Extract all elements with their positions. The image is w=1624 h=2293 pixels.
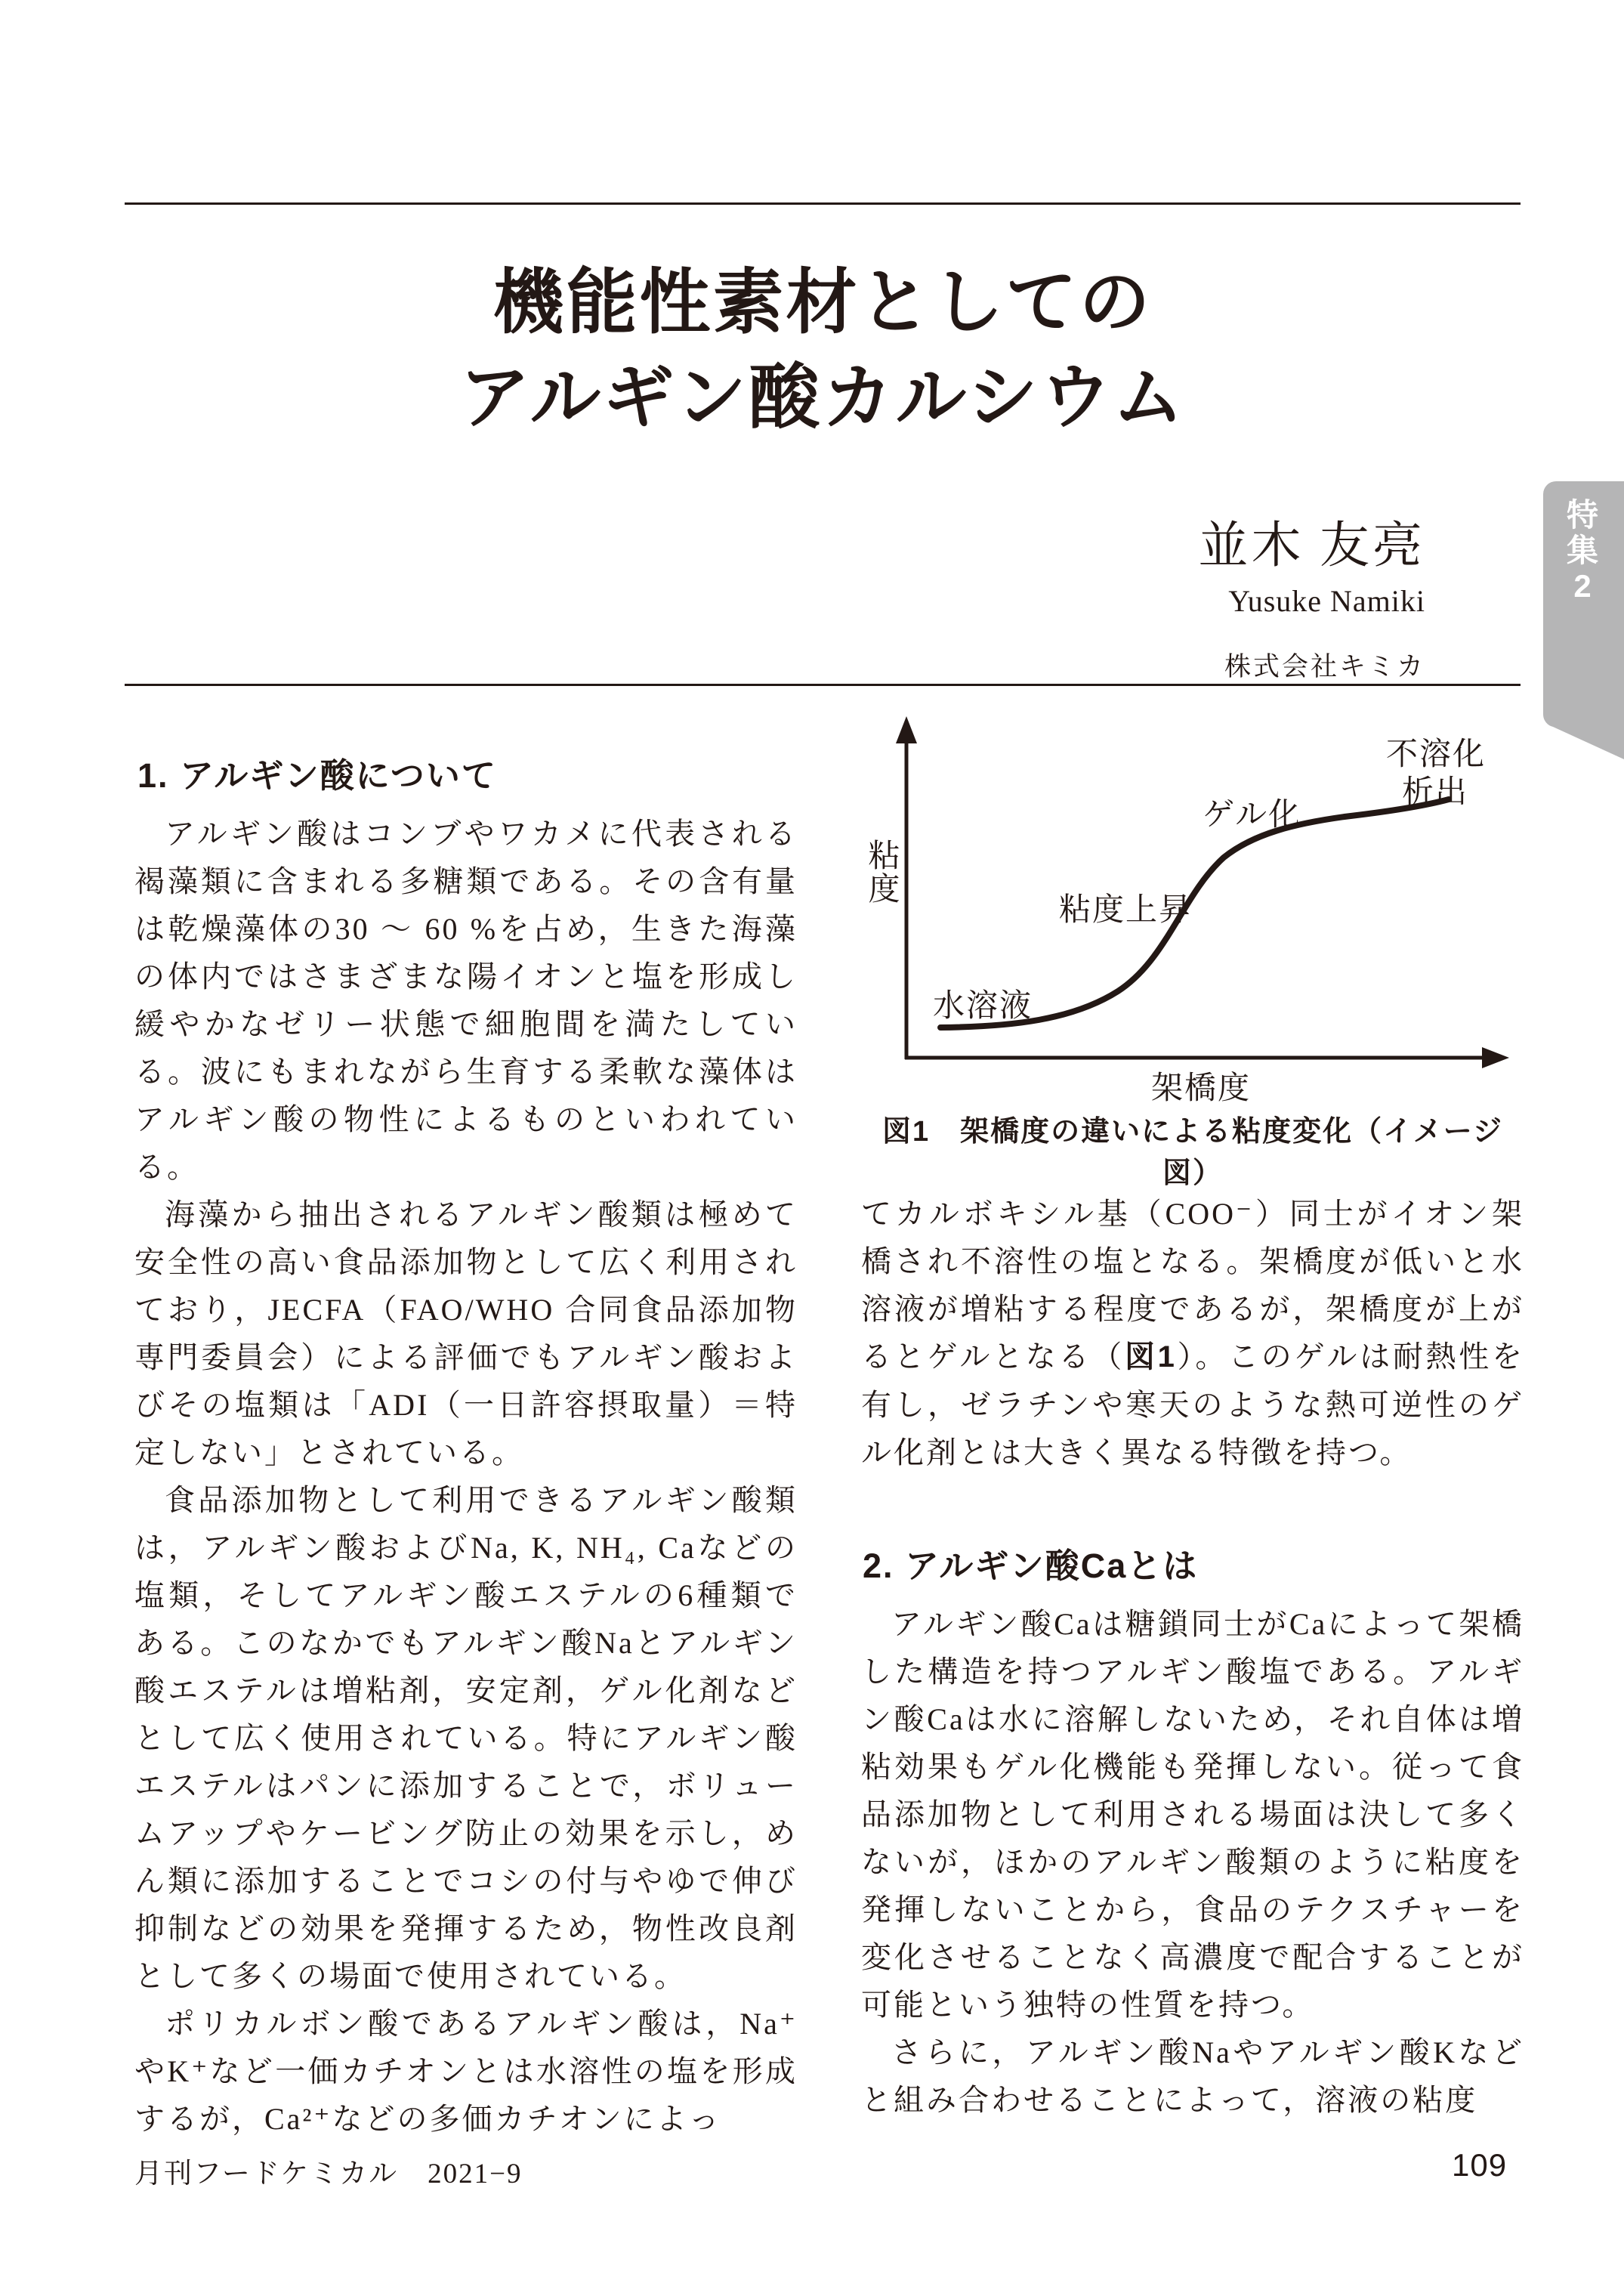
figure1-chart <box>861 710 1526 1118</box>
figure-x-axis-label: 架橋度 <box>1150 1070 1252 1105</box>
figure-label-insoluble: 不溶化 <box>1386 736 1487 771</box>
author-name: 並木 友亮 <box>1198 518 1425 573</box>
section2-heading: 2. アルギン酸Caとは <box>863 1547 1199 1585</box>
tab-char-2: 集 <box>1566 533 1598 568</box>
special-feature-tab-label <box>1543 497 1622 604</box>
paragraph <box>861 1190 1524 1476</box>
paragraph: アルギン酸はコンブやワカメに代表される褐藻類に含まれる多糖類である。その含有量は乾燥藻体の30 ～ 60 %を占め，生きた海藻の体内ではさまざまな陽イオンと塩を形成し緩やかなゼリー状態で細胞間を満たしている。波にもまれながら生育する柔軟な藻体はアルギン酸の物性によるものといわれている。 <box>134 817 798 1184</box>
right-column-body <box>861 1600 1524 2124</box>
y-axis-arrowhead-icon <box>896 716 917 743</box>
author-block <box>1199 520 1426 681</box>
article-title-line2: アルギン酸カルシウム <box>458 359 1186 437</box>
paragraph: ポリカルボン酸であるアルギン酸は，Na⁺やK⁺など一価カチオンとは水溶性の塩を形成するが，Ca²⁺などの多価カチオンによっ <box>134 2007 798 2136</box>
paragraph: アルギン酸Caは糖鎖同士がCaによって架橋した構造を持つアルギン酸塩である。アルギン酸Caは水に溶解しないため，それ自体は増粘効果もゲル化機能も発揮しない。従って食品添加物として利用される場面は決して多くないが，ほかのアルギン酸類のように粘度を発揮しないことから，食品のテクスチャーを変化させることなく高濃度で配合することが可能という独特の性質を持つ。 <box>861 1607 1524 2022</box>
top-rule <box>125 202 1521 205</box>
right-column-continuation <box>861 1190 1524 1476</box>
figure1-reference: 図1 <box>1124 1340 1177 1374</box>
article-title <box>125 255 1521 446</box>
author-romaji: Yusuke Namiki <box>1228 584 1425 618</box>
tab-char-1: 特 <box>1566 497 1598 533</box>
figure-label-viscosity-up: 粘度上昇 <box>1059 892 1193 927</box>
paragraph: 海藻から抽出されるアルギン酸類は極めて安全性の高い食品添加物として広く利用されており，JECFA（FAO/WHO 合同食品添加物専門委員会）による評価でもアルギン酸およびその塩類は「ADI（一日許容摂取量）＝特定しない」とされている。 <box>134 1197 798 1469</box>
figure-y-axis-label: 粘度 <box>864 839 900 905</box>
footer-journal-title: 月刊フードケミカル 2021−9 <box>134 2159 523 2189</box>
paragraph: さらに，アルギン酸Naやアルギン酸Kなどと組み合わせることによって，溶液の粘度 <box>861 2035 1524 2117</box>
figure-label-gelation: ゲル化 <box>1203 796 1302 832</box>
figure-label-solution: 水溶液 <box>933 987 1033 1023</box>
author-affiliation: 株式会社キミカ <box>1224 652 1425 681</box>
continuation-text-after: ）。このゲルは耐熱性を有し，ゼラチンや寒天のような熱可逆性のゲル化剤とは大きく異なる特徴を持つ。 <box>861 1340 1524 1469</box>
tab-number: 2 <box>1573 568 1592 604</box>
continuation-text-before: てカルボキシル基（COO⁻）同士がイオン架橋され不溶性の塩となる。架橋度が低いと水溶液が増粘する程度であるが，架橋度が上がるとゲルとなる（ <box>861 1197 1524 1374</box>
x-axis-arrowhead-icon <box>1482 1047 1509 1068</box>
figure-label-precipitation: 析出 <box>1402 774 1469 809</box>
left-column-body <box>134 810 798 2143</box>
figure1-caption: 図1 架橋度の違いによる粘度変化（イメージ図） <box>882 1116 1503 1189</box>
page-number: 109 <box>1452 2147 1508 2183</box>
section1-heading: 1. アルギン酸について <box>137 756 497 795</box>
paragraph: 食品添加物として利用できるアルギン酸類は，アルギン酸およびNa, K, NH₄, Caなどの塩類，そしてアルギン酸エステルの6種類である。このなかでもアルギン酸Naとアルギン酸エステルは増粘剤，安定剤，ゲル化剤などとして広く使用されている。特にアルギン酸エステルはパンに添加することで，ボリュームアップやケービング防止の効果を示し，めん類に添加することでコシの付与やゆで伸び抑制などの効果を発揮するため，物性改良剤として多くの場面で使用されている。 <box>134 1483 798 1993</box>
article-title-line1: 機能性素材としての <box>492 264 1153 342</box>
author-rule <box>125 684 1521 686</box>
